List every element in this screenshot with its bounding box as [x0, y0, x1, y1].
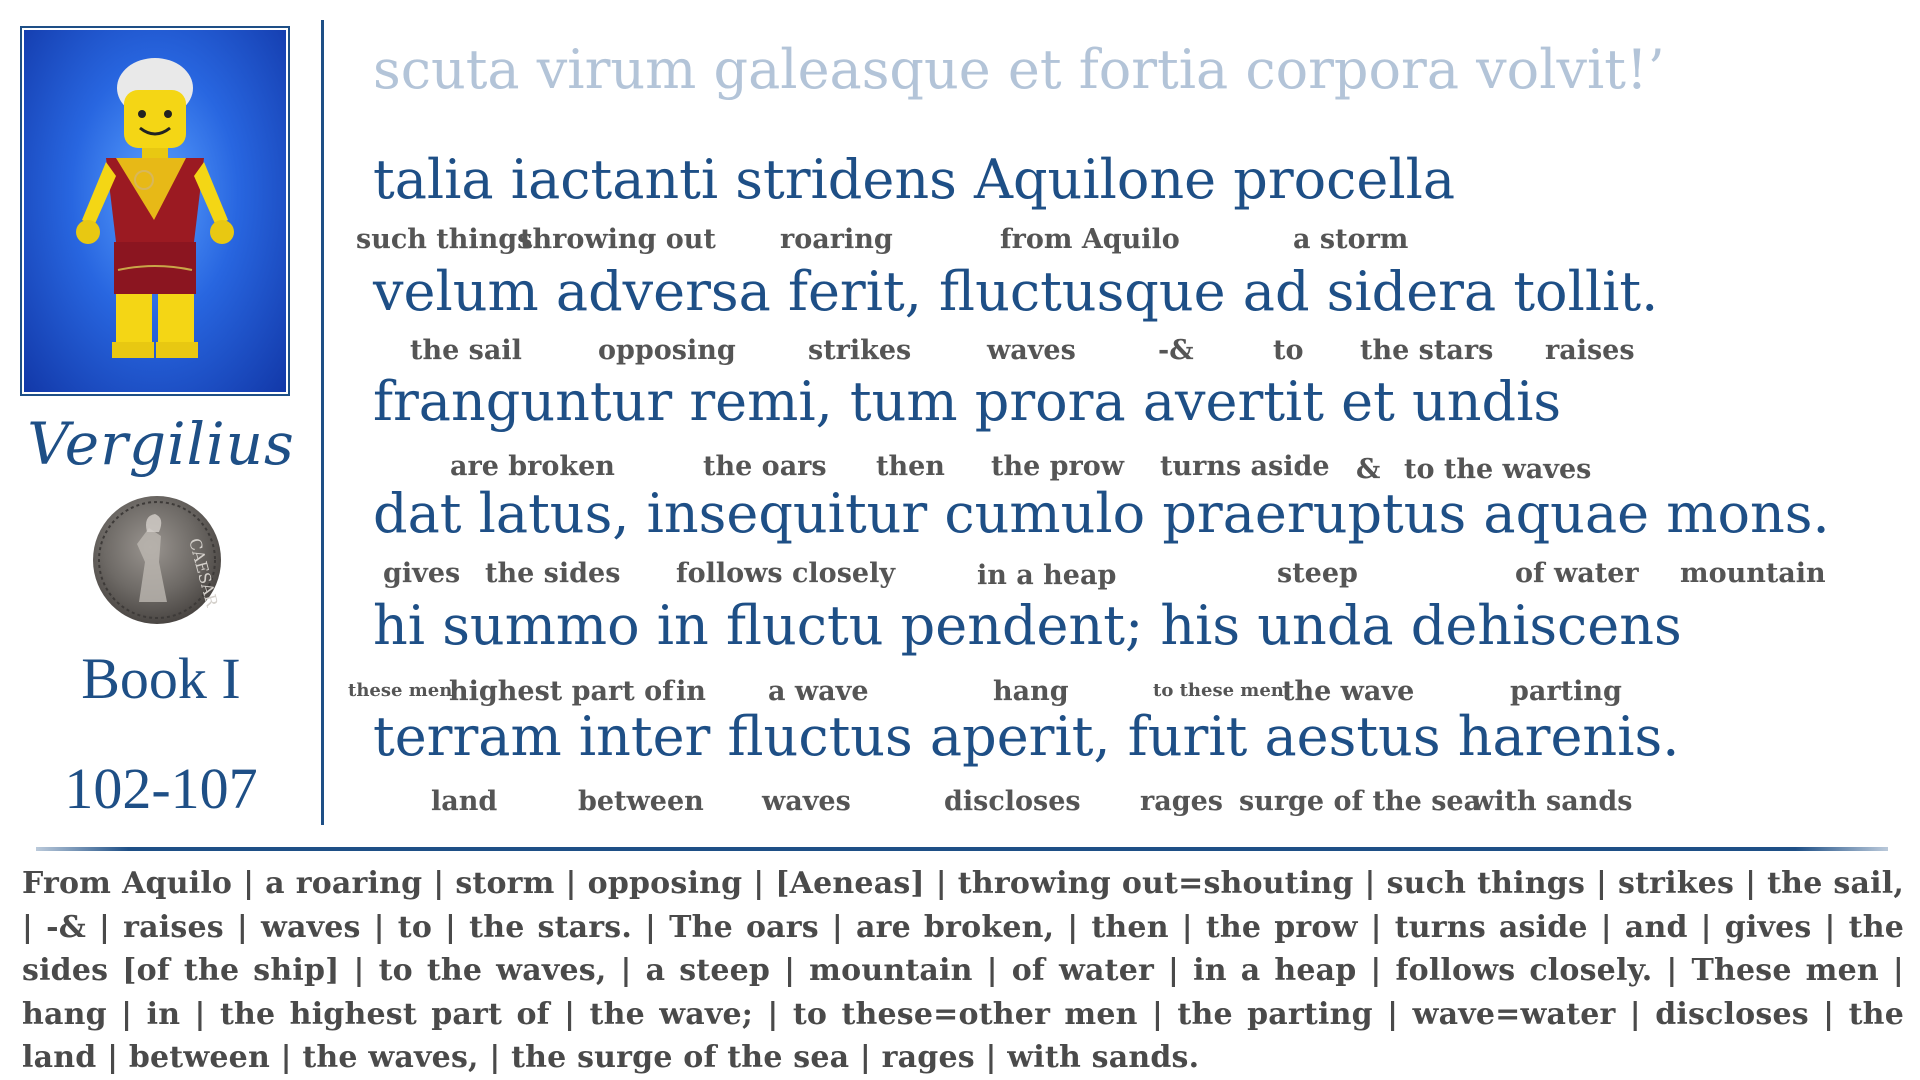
gloss-word: to the waves	[1404, 454, 1592, 485]
gloss-word: highest part of	[449, 676, 674, 707]
gloss-word: raises	[1545, 335, 1635, 366]
gloss-word: of water	[1515, 558, 1639, 589]
latin-verse-line: velum adversa ferit, fluctusque ad sidera tollit.	[373, 260, 1659, 323]
horizontal-divider	[36, 847, 1888, 851]
line-range: 102-107	[64, 756, 258, 821]
gloss-word: waves	[762, 786, 851, 817]
latin-verse-line: terram inter fluctus aperit, furit aestus harenis.	[373, 705, 1680, 768]
gloss-word: &	[1356, 454, 1381, 485]
coin-inscription: CAESAR	[185, 536, 222, 609]
roman-coin-icon	[89, 492, 225, 628]
vertical-divider	[321, 20, 324, 825]
gloss-word: to	[1273, 335, 1304, 366]
latin-verse-line: franguntur remi, tum prora avertit et undis	[373, 370, 1562, 433]
gloss-word: mountain	[1680, 558, 1826, 589]
gloss-word: waves	[987, 335, 1076, 366]
toy-figure-image	[24, 30, 286, 392]
gloss-word: these men	[348, 680, 453, 701]
gloss-word: rages	[1140, 786, 1223, 817]
gloss-word: the prow	[991, 451, 1125, 482]
gloss-word: steep	[1277, 558, 1358, 589]
gloss-word: follows closely	[676, 558, 896, 589]
gloss-word: are broken	[450, 451, 615, 482]
gloss-word: from Aquilo	[1000, 224, 1180, 255]
roman-figure-photo	[20, 26, 290, 396]
toy-figure-illustration	[24, 30, 286, 392]
latin-verse-line: dat latus, insequitur cumulo praeruptus aquae mons.	[373, 482, 1830, 545]
gloss-word: land	[431, 786, 498, 817]
author-name: Vergilius	[27, 410, 295, 478]
book-number: Book I	[81, 646, 241, 711]
sidebar	[0, 0, 322, 830]
english-translation: From Aquilo | a roaring | storm | opposing | [Aeneas] | throwing out=shouting | such things | strikes | the sail, | -& | raises | waves | to | the stars. | The oars | are broken, | then | the prow | turns aside | and | gives | the sides [of the ship] | to the waves, | a steep | mountain | of water | in a heap | follows closely. | These men | hang | in | the highest part of | the wave; | to these=other men | the parting | wave=water | discloses | the land | between | the waves, | the surge of the sea | rages | with sands.	[22, 866, 1904, 1075]
gloss-word: the stars	[1360, 335, 1494, 366]
gloss-word: parting	[1510, 676, 1622, 707]
gloss-word: the wave	[1282, 676, 1415, 707]
gloss-word: between	[578, 786, 704, 817]
gloss-word: a wave	[768, 676, 869, 707]
gloss-word: gives	[383, 558, 461, 589]
gloss-word: turns aside	[1160, 451, 1330, 482]
gloss-word: roaring	[780, 224, 893, 255]
gloss-word: hang	[993, 676, 1069, 707]
gloss-word: a storm	[1293, 224, 1409, 255]
gloss-word: opposing	[598, 335, 736, 366]
gloss-word: discloses	[944, 786, 1081, 817]
gloss-word: in	[676, 676, 706, 707]
gloss-word: surge of the sea	[1239, 786, 1482, 817]
latin-verse-line: hi summo in fluctu pendent; his unda dehiscens	[373, 594, 1682, 657]
gloss-word: with sands	[1471, 786, 1633, 817]
gloss-word: the oars	[703, 451, 827, 482]
gloss-word: to these men	[1153, 680, 1284, 701]
latin-verse-line: talia iactanti stridens Aquilone procella	[373, 148, 1456, 211]
gloss-word: strikes	[808, 335, 912, 366]
previous-verse-line: scuta virum galeasque et fortia corpora volvit!’	[373, 38, 1665, 101]
gloss-word: the sides	[485, 558, 621, 589]
gloss-word: then	[876, 451, 945, 482]
gloss-word: in a heap	[977, 560, 1117, 591]
gloss-word: such things	[356, 224, 533, 255]
gloss-word: -&	[1158, 335, 1194, 366]
gloss-word: throwing out	[520, 224, 716, 255]
gloss-word: the sail	[410, 335, 522, 366]
